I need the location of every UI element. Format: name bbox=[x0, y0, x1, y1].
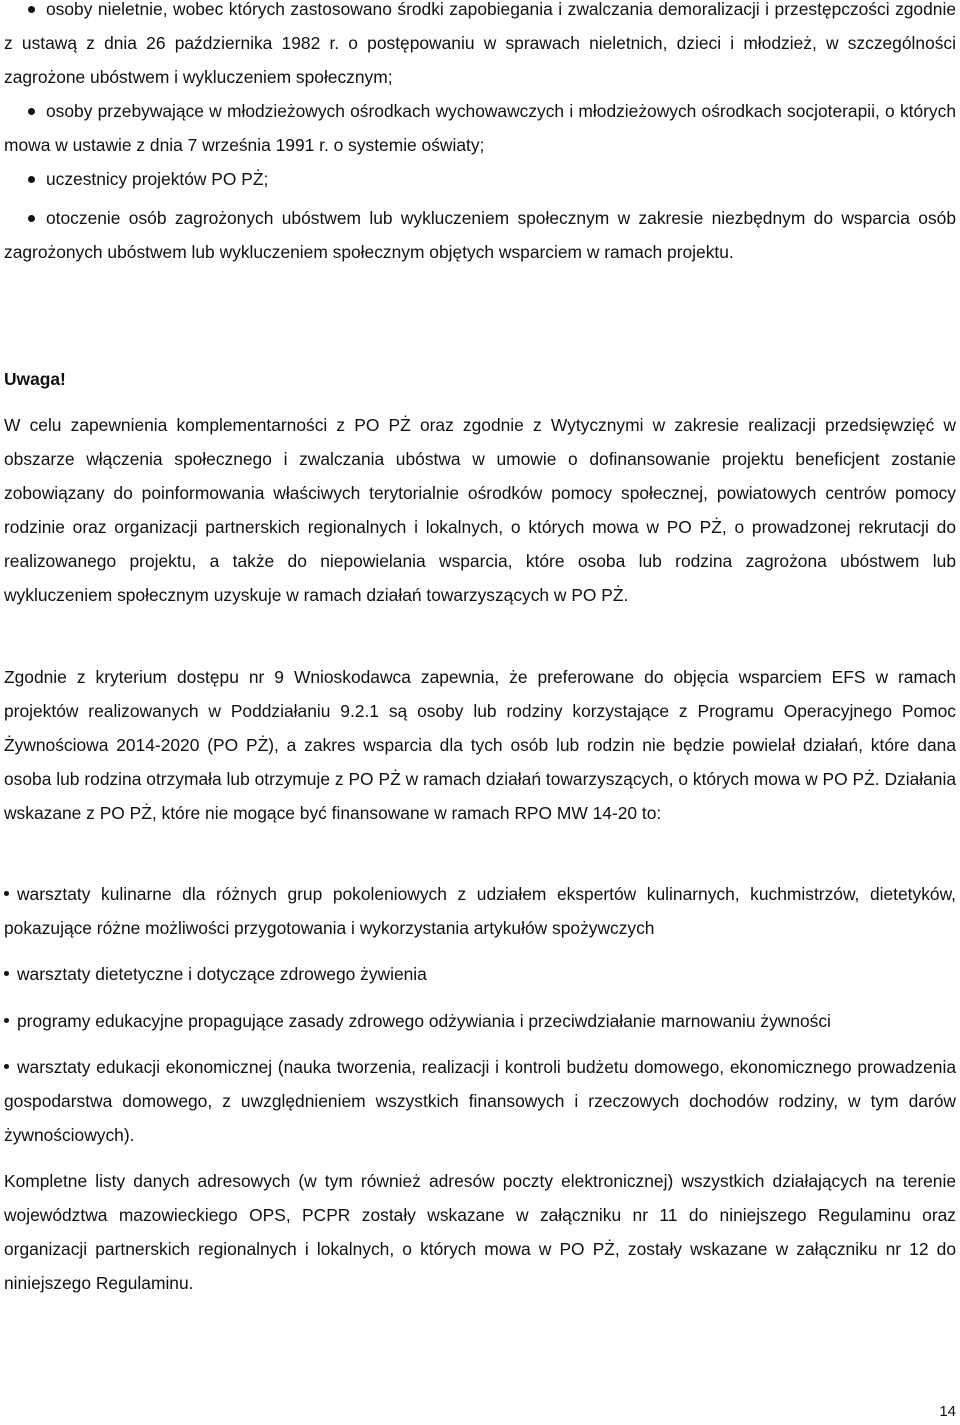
list-item-text: warsztaty kulinarne dla różnych grup pokoleniowych z udziałem ekspertów kulinarnych, kuchmistrzów, dietetyków, pokazujące różne możliwości przygotowania i wykorzystania artykułów spożywczych bbox=[4, 884, 956, 938]
paragraph: Kompletne listy danych adresowych (w tym również adresów poczty elektronicznej) wszystkich działających na terenie województwa mazowieckiego OPS, PCPR zostały wskazane w załączniku nr 11 do niniejszego Regulaminu oraz organizacji partnerskich regionalnych i lokalnych, o których mowa w PO PŻ, zostały wskazane w załączniku nr 12 do niniejszego Regulaminu. bbox=[4, 1171, 956, 1293]
bullet-icon bbox=[28, 108, 35, 115]
list-item-text: osoby nieletnie, wobec których zastosowano środki zapobiegania i zwalczania demoralizacji i przestępczości zgodnie z ustawą z dnia 26 października 1982 r. o postępowaniu w sprawach nieletnich, dzieci i młodzież, w szczególności zagrożone ubóstwem i wykluczeniem społecznym; bbox=[4, 0, 956, 87]
list-item bbox=[4, 957, 956, 991]
bullet-icon bbox=[4, 891, 9, 896]
bullet-icon bbox=[4, 971, 9, 976]
list-item-text: osoby przebywające w młodzieżowych ośrodkach wychowawczych i młodzieżowych ośrodkach socjoterapii, o których mowa w ustawie z dnia 7 września 1991 r. o systemie oświaty; bbox=[4, 101, 956, 155]
list-item bbox=[4, 201, 956, 269]
paragraph: W celu zapewnienia komplementarności z PO PŻ oraz zgodnie z Wytycznymi w zakresie realizacji przedsięwzięć w obszarze włączenia społecznego i zwalczania ubóstwa w umowie o dofinansowanie projektu beneficjent zostanie zobowiązany do poinformowania właściwych terytorialnie ośrodków pomocy społecznej, powiatowych centrów pomocy rodzinie oraz organizacji partnerskich regionalnych i lokalnych, o których mowa w PO PŻ, o prowadzonej rekrutacji do realizowanego projektu, a także do niepowielania wsparcia, które osoba lub rodzina zagrożona ubóstwem lub wykluczeniem społecznym uzyskuje w ramach działań towarzyszących w PO PŻ. bbox=[4, 415, 956, 605]
list-item bbox=[4, 877, 956, 945]
bullet-icon bbox=[4, 1064, 9, 1069]
page-number: 14 bbox=[939, 1403, 956, 1420]
list-item bbox=[4, 162, 956, 196]
list-item-text: programy edukacyjne propagujące zasady zdrowego odżywiania i przeciwdziałanie marnowaniu żywności bbox=[17, 1011, 831, 1031]
list-item bbox=[4, 1004, 956, 1038]
list-item-text: warsztaty edukacji ekonomicznej (nauka tworzenia, realizacji i kontroli budżetu domowego, ekonomicznego prowadzenia gospodarstwa domowego, z uwzględnieniem wszystkich finansowych i rzeczowych dochodów rodziny, w tym darów żywnościowych). bbox=[4, 1057, 956, 1145]
list-item-text: warsztaty dietetyczne i dotyczące zdrowego żywienia bbox=[17, 964, 427, 984]
bullet-icon bbox=[28, 215, 35, 222]
list-item-text: uczestnicy projektów PO PŻ; bbox=[46, 169, 269, 189]
bullet-icon bbox=[28, 6, 35, 13]
bullet-icon bbox=[28, 176, 35, 183]
list-item bbox=[4, 0, 956, 94]
note-heading: Uwaga! bbox=[4, 369, 66, 389]
paragraph: Zgodnie z kryterium dostępu nr 9 Wnioskodawca zapewnia, że preferowane do objęcia wsparciem EFS w ramach projektów realizowanych w Poddziałaniu 9.2.1 są osoby lub rodziny korzystające z Programu Operacyjnego Pomoc Żywnościowa 2014-2020 (PO PŻ), a zakres wsparcia dla tych osób lub rodzin nie będzie powielał działań, które dana osoba lub rodzina otrzymała lub otrzymuje z PO PŻ w ramach działań towarzyszących, o których mowa w PO PŻ. Działania wskazane z PO PŻ, które nie mogące być finansowane w ramach RPO MW 14-20 to: bbox=[4, 667, 956, 823]
list-item bbox=[4, 1050, 956, 1152]
list-item-text: otoczenie osób zagrożonych ubóstwem lub wykluczeniem społecznym w zakresie niezbędnym do wsparcia osób zagrożonych ubóstwem lub wykluczeniem społecznym objętych wsparciem w ramach projektu. bbox=[4, 208, 956, 262]
bullet-icon bbox=[4, 1018, 9, 1023]
list-item bbox=[4, 94, 956, 162]
